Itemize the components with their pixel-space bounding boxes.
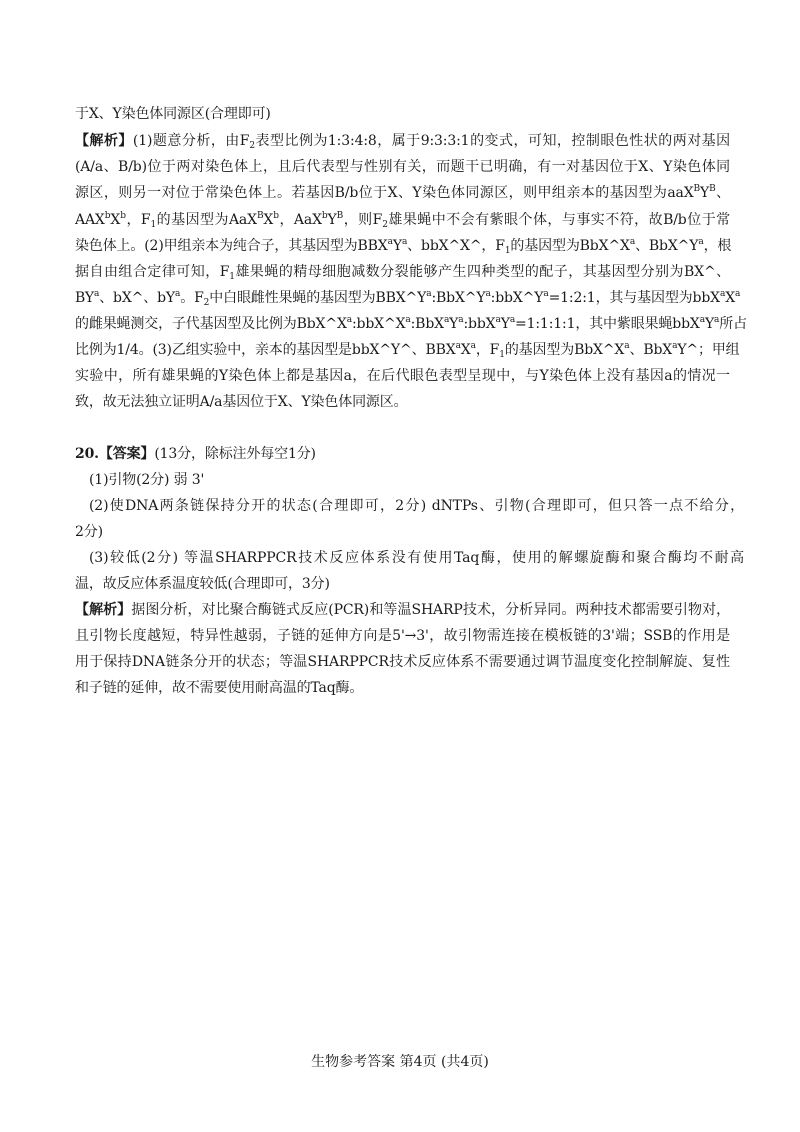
text-segment: 、bbX^X^，F <box>407 238 505 254</box>
text-segment: 1 <box>504 246 511 256</box>
analysis19-line <box>75 210 730 230</box>
text-segment: a <box>624 341 630 351</box>
text-segment: ，则F <box>343 212 383 228</box>
text-segment: 、BbX <box>629 342 673 358</box>
text-segment: Y <box>500 316 510 332</box>
text-segment: b <box>273 211 279 221</box>
text-segment: BY <box>75 290 94 306</box>
text-segment: X <box>725 290 736 306</box>
text-segment: a <box>426 289 432 299</box>
text-segment: 1 <box>229 272 235 282</box>
text-segment: 的基因型为BbX^X <box>504 342 625 358</box>
analysis19-line <box>75 157 730 177</box>
text-segment: 2 <box>203 298 210 308</box>
text-segment: Y^；甲组 <box>677 342 740 358</box>
text-segment: Y <box>327 212 337 228</box>
text-segment: a <box>698 237 704 247</box>
analysis19-line <box>75 104 730 124</box>
text-segment: a <box>509 315 516 325</box>
text-segment: a <box>672 341 678 351</box>
text-segment: Y <box>700 185 710 201</box>
text-segment: X <box>110 212 121 228</box>
text-segment: 1 <box>150 220 157 230</box>
text-segment: X <box>263 212 274 228</box>
text-segment: ，根 <box>703 238 732 254</box>
text-segment: 的雌果蝇测交，子代基因型及比例为BbX^X <box>75 316 347 332</box>
q20-line <box>75 652 730 672</box>
text-segment: 中白眼雌性果蝇的基因型为BBX^Y <box>209 290 427 306</box>
text-segment: 实验中，所有雄果蝇的Y染色体上都是基因a，在后代眼色表型呈现中，与Y染色体上没有基因a的情况一 <box>75 368 730 384</box>
text-segment: a <box>455 341 461 351</box>
text-segment: 据自由组合定律可知，F <box>75 264 230 280</box>
text-segment: :bbX <box>463 316 496 332</box>
text-segment: :BbX <box>410 316 444 332</box>
q20-line <box>75 522 730 542</box>
text-segment: :BbX^Y <box>431 290 486 306</box>
analysis19-line <box>75 262 730 282</box>
text-segment: ，AaX <box>278 212 322 228</box>
bold-label: 20.【答案】 <box>75 446 155 462</box>
text-segment: 2 <box>382 220 388 230</box>
q20-line <box>75 678 730 698</box>
text-segment: (1)题意分析，由F <box>132 133 250 149</box>
text-segment: a <box>93 289 100 299</box>
text-segment: 。F <box>180 290 204 306</box>
text-segment: 用于保持DNA链条分开的状态；等温SHARPPCR技术反应体系不需要通过调节温度变化控制解旋、复性 <box>75 654 730 670</box>
text-segment: 、bX^、bY <box>99 290 176 306</box>
analysis19-line <box>75 236 730 256</box>
text-segment: 的基因型为AaX <box>156 212 257 228</box>
analysis19-line <box>75 392 730 412</box>
q20-line <box>75 444 730 464</box>
text-segment: (3)较低(2分) 等温SHARPPCR技术反应体系没有使用Taq酶，使用的解螺旋酶和聚合酶均不耐高 <box>89 550 744 566</box>
text-segment: a <box>387 237 393 247</box>
text-segment: a <box>175 289 181 299</box>
text-segment: 、BbX^Y <box>635 238 699 254</box>
text-segment: 、 <box>715 185 730 201</box>
text-segment: a <box>714 315 720 325</box>
text-segment: a <box>495 315 501 325</box>
text-segment: a <box>699 315 705 325</box>
text-segment: B <box>709 184 716 194</box>
q20-line <box>89 548 744 568</box>
text-segment: B <box>693 184 700 194</box>
text-segment: 据图分析，对比聚合酶链式反应(PCR)和等温SHARP技术，分析异同。两种技术都需要引物对， <box>131 602 730 618</box>
text-segment: :bbX^X <box>351 316 406 332</box>
text-segment: (1)引物(2分) 弱 3' <box>89 472 205 488</box>
text-segment: a <box>405 315 411 325</box>
text-segment: a <box>470 341 476 351</box>
text-segment: :bbX^Y <box>490 290 544 306</box>
text-segment: a <box>485 289 491 299</box>
q20-line <box>89 470 744 490</box>
text-segment: 比例为1/4。(3)乙组实验中，亲本的基因型是bbX^Y^、BBX <box>75 342 456 358</box>
text-segment: AAX <box>75 212 105 228</box>
text-segment: a <box>458 315 464 325</box>
text-segment: a <box>543 289 549 299</box>
q20-line <box>75 574 730 594</box>
text-segment: B <box>336 211 344 221</box>
text-segment: =1:1:1:1，其中紫眼果蝇bbX <box>515 316 700 332</box>
text-segment: (A/a、B/b)位于两对染色体上，且后代表型与性别有关，而题干已明确，有一对基因位于X、Y染色体同 <box>75 159 730 175</box>
text-segment: a <box>629 237 636 247</box>
analysis19-line <box>75 288 741 308</box>
text-segment: b <box>321 211 328 221</box>
text-segment: a <box>346 315 352 325</box>
text-segment: Y <box>392 238 402 254</box>
analysis19-line <box>75 314 747 334</box>
bold-label: 【解析】 <box>75 602 132 618</box>
text-segment: a <box>443 315 450 325</box>
q20-line <box>89 496 744 516</box>
text-segment: Y <box>704 316 715 332</box>
text-segment: 染色体上。(2)甲组亲本为纯合子，其基因型为BBX <box>75 238 388 254</box>
text-segment: 于X、Y染色体同源区(合理即可) <box>75 106 271 122</box>
text-segment: 温，故反应体系温度较低(合理即可，3分) <box>75 576 330 592</box>
text-segment: 所占 <box>719 316 747 332</box>
text-segment: 2 <box>249 141 255 151</box>
text-segment: b <box>104 211 111 221</box>
text-segment: 表型比例为1:3:4:8，属于9:3:3:1的变式，可知，控制眼色性状的两对基因 <box>254 133 731 149</box>
text-segment: X <box>460 342 471 358</box>
text-segment: 致，故无法独立证明A/a基因位于X、Y染色体同源区。 <box>75 394 408 410</box>
text-segment: 且引物长度越短，特异性越弱，子链的延伸方向是5'→3'，故引物需连接在模板链的3'端；SSB的作用是 <box>75 628 730 644</box>
text-segment: 2分) <box>75 524 103 540</box>
analysis19-line <box>75 340 740 360</box>
q20-line <box>75 626 730 646</box>
text-segment: 1 <box>499 350 505 360</box>
text-segment: a <box>735 289 741 299</box>
text-segment: (13分，除标注外每空1分) <box>154 446 316 462</box>
text-segment: 和子链的延伸，故不需要使用耐高温的Taq酶。 <box>75 680 364 696</box>
text-segment: a <box>401 237 408 247</box>
text-segment: 雄果蝇的精母细胞减数分裂能够产生四种类型的配子，其基因型分别为BX^、 <box>234 264 730 280</box>
text-segment: a <box>719 289 726 299</box>
text-segment: 源区，则另一对位于常染色体上。若基因B/b位于X、Y染色体同源区，则甲组亲本的基因型为aaX <box>75 185 694 201</box>
text-segment: B <box>256 211 264 221</box>
analysis19-line <box>75 183 730 203</box>
text-segment: 的基因型为BbX^X <box>510 238 630 254</box>
text-segment: (2)使DNA两条链保持分开的状态(合理即可，2分) dNTPs、引物(合理即可，但只答一点不给分， <box>89 498 744 514</box>
text-segment: ，F <box>475 342 500 358</box>
text-segment: Y <box>449 316 459 332</box>
text-segment: ，F <box>125 212 151 228</box>
q20-line <box>75 600 730 620</box>
text-segment: 雄果蝇中不会有紫眼个体，与事实不符，故B/b位于常 <box>387 212 730 228</box>
text-segment: b <box>120 211 126 221</box>
analysis19-line <box>75 131 730 151</box>
page-footer: 生物参考答案 第4页 (共4页) <box>311 1054 489 1070</box>
bold-label: 【解析】 <box>75 133 133 149</box>
analysis19-line <box>75 366 730 386</box>
text-segment: =1:2:1，其与基因型为bbX <box>548 290 720 306</box>
